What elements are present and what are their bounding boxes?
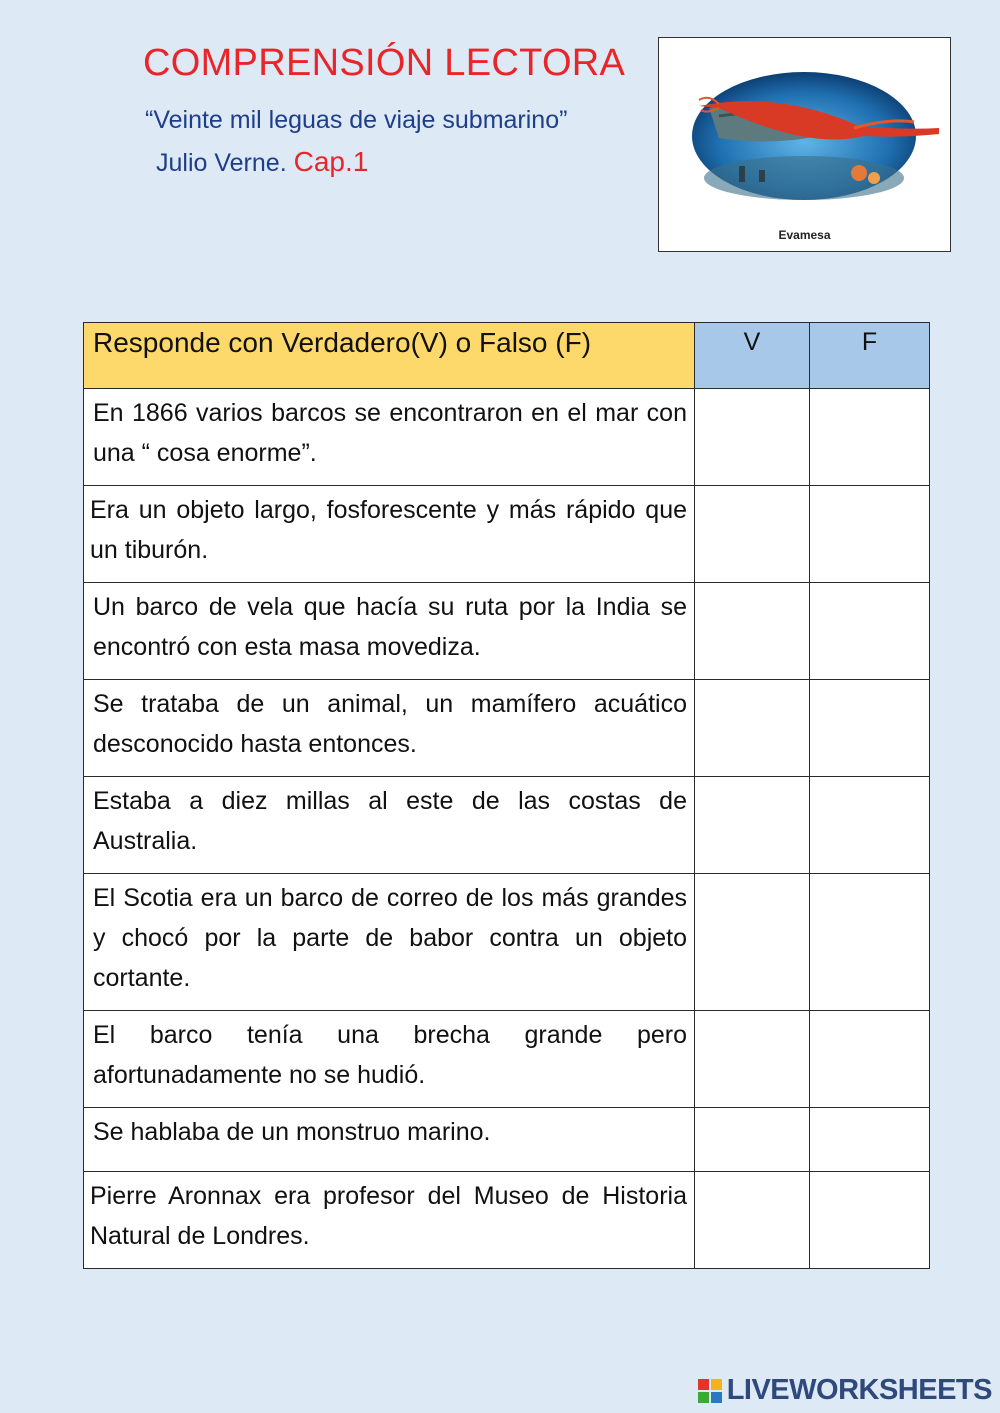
- true-false-table: [83, 322, 930, 1269]
- table-row: [84, 1011, 930, 1108]
- table-row: [84, 874, 930, 1011]
- statement-text: Se hablaba de un monstruo marino.: [84, 1108, 695, 1172]
- true-answer-box[interactable]: [695, 1108, 810, 1172]
- table-row: [84, 583, 930, 680]
- true-answer-box[interactable]: [695, 1011, 810, 1108]
- statement-text: El barco tenía una brecha grande pero afortunadamente no se hudió.: [84, 1011, 695, 1108]
- book-title: “Veinte mil leguas de viaje submarino”: [145, 106, 568, 134]
- true-answer-box[interactable]: [695, 777, 810, 874]
- false-answer-box[interactable]: [810, 1172, 930, 1269]
- author-line: [156, 146, 368, 178]
- table-header-row: [84, 323, 930, 389]
- false-answer-box[interactable]: [810, 777, 930, 874]
- false-answer-box[interactable]: [810, 680, 930, 777]
- statement-text: Se trataba de un animal, un mamífero acuático desconocido hasta entonces.: [84, 680, 695, 777]
- statement-text: En 1866 varios barcos se encontraron en el mar con una “ cosa enorme”.: [84, 389, 695, 486]
- false-answer-box[interactable]: [810, 389, 930, 486]
- statement-text: Pierre Aronnax era profesor del Museo de Historia Natural de Londres.: [84, 1172, 695, 1269]
- true-answer-box[interactable]: [695, 1172, 810, 1269]
- illustration-caption: Evamesa: [778, 228, 831, 242]
- true-answer-box[interactable]: [695, 874, 810, 1011]
- true-answer-box[interactable]: [695, 389, 810, 486]
- true-column-header: V: [695, 323, 810, 389]
- instruction-header: Responde con Verdadero(V) o Falso (F): [84, 323, 695, 389]
- statement-text: El Scotia era un barco de correo de los más grandes y chocó por la parte de babor contra un objeto cortante.: [84, 874, 695, 1011]
- false-answer-box[interactable]: [810, 486, 930, 583]
- false-answer-box[interactable]: [810, 583, 930, 680]
- table-row: [84, 680, 930, 777]
- statement-text: Un barco de vela que hacía su ruta por la India se encontró con esta masa movediza.: [84, 583, 695, 680]
- table-row: [84, 1108, 930, 1172]
- nautilus-squid-illustration: [659, 38, 950, 251]
- brand-name: LIVEWORKSHEETS: [726, 1374, 992, 1406]
- false-column-header: F: [810, 323, 930, 389]
- true-answer-box[interactable]: [695, 583, 810, 680]
- table-row: [84, 486, 930, 583]
- false-answer-box[interactable]: [810, 874, 930, 1011]
- liveworksheets-logo-icon: [697, 1378, 723, 1404]
- worksheet-title: COMPRENSIÓN LECTORA: [143, 42, 626, 84]
- false-answer-box[interactable]: [810, 1108, 930, 1172]
- author-name: Julio Verne.: [156, 149, 287, 177]
- table-row: [84, 389, 930, 486]
- true-answer-box[interactable]: [695, 486, 810, 583]
- table-row: [84, 777, 930, 874]
- statement-text: Estaba a diez millas al este de las costas de Australia.: [84, 777, 695, 874]
- true-answer-box[interactable]: [695, 680, 810, 777]
- chapter-label: Cap.1: [293, 146, 369, 177]
- illustration-box: [658, 37, 951, 252]
- liveworksheets-brand: [697, 1374, 992, 1407]
- table-row: [84, 1172, 930, 1269]
- false-answer-box[interactable]: [810, 1011, 930, 1108]
- statement-text: Era un objeto largo, fosforescente y más rápido que un tiburón.: [84, 486, 695, 583]
